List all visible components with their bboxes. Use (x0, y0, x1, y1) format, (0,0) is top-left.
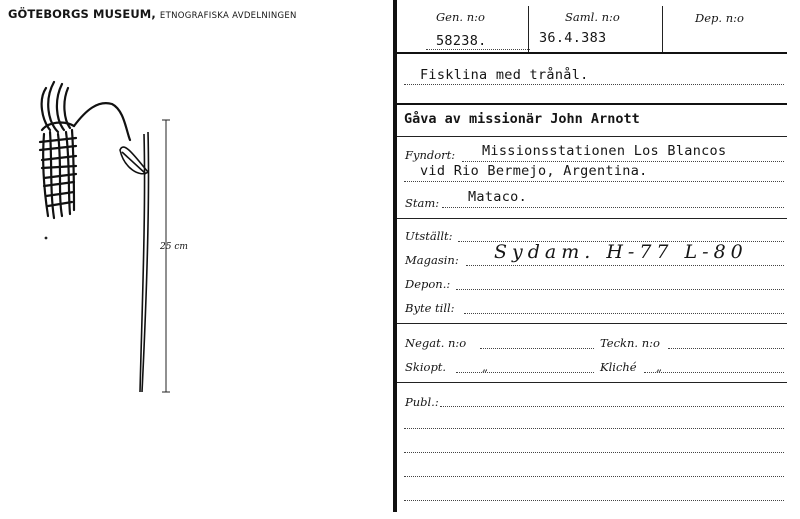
publ-label: Publ.: (405, 395, 439, 409)
fyndort-line2: vid Rio Bermejo, Argentina. (420, 163, 648, 179)
object-dotline (404, 84, 784, 85)
magasin-dotline (466, 265, 784, 266)
skiopt-dotline (456, 372, 594, 373)
stam-dotline (442, 207, 784, 208)
donor: Gåva av missionär John Arnott (404, 111, 640, 127)
publ-dotline-4 (404, 476, 784, 477)
saml-no-value: 36.4.383 (539, 30, 607, 46)
fishing-line-drawing (28, 70, 228, 400)
saml-no-label: Saml. n:o (565, 10, 620, 24)
publ-dotline (440, 406, 784, 407)
fyndort-dotline-2 (404, 181, 784, 182)
utstallt-label: Utställt: (405, 229, 453, 243)
card-row-line (397, 136, 787, 137)
gen-no-dotline (426, 49, 530, 50)
magasin-value: Sydam. H-77 L-80 (494, 241, 748, 263)
card-left-border (393, 0, 397, 512)
publ-dotline-3 (404, 452, 784, 453)
card-row-line (397, 52, 787, 54)
negat-no-dotline (480, 348, 594, 349)
fyndort-line1: Missionsstationen Los Blancos (482, 143, 727, 159)
fyndort-label: Fyndort: (405, 148, 456, 162)
card-row-line (397, 103, 787, 105)
gen-no-label: Gen. n:o (436, 10, 485, 24)
kliche-value: „ (656, 360, 662, 374)
byte-till-dotline (464, 313, 784, 314)
stam-label: Stam: (405, 196, 440, 210)
card-row-line (397, 382, 787, 383)
object-name: Fisklina med trånål. (420, 67, 589, 83)
coiled-line-sketch (40, 82, 130, 218)
skiopt-label: Skiopt. (405, 360, 447, 374)
dep-no-label: Dep. n:o (695, 11, 744, 25)
depon-label: Depon.: (405, 277, 451, 291)
negat-no-label: Negat. n:o (405, 336, 467, 350)
fyndort-dotline (462, 161, 784, 162)
department-name: ETNOGRAFISKA AVDELNINGEN (159, 11, 297, 21)
scale-label: 25 cm (160, 242, 188, 252)
publ-dotline-5 (404, 500, 784, 501)
kliche-label: Kliché (600, 360, 637, 374)
teckn-no-label: Teckn. n:o (600, 336, 660, 350)
needle-sketch (120, 132, 149, 392)
card-row-line (397, 323, 787, 324)
depon-dotline (456, 289, 784, 290)
skiopt-value: „ (482, 360, 488, 374)
number-box-divider (662, 6, 663, 52)
teckn-no-dotline (668, 348, 784, 349)
byte-till-label: Byte till: (405, 301, 455, 315)
stam-value: Mataco. (468, 189, 527, 205)
mark-dot (45, 237, 48, 240)
magasin-label: Magasin: (405, 253, 459, 267)
museum-header (8, 7, 297, 21)
number-box-divider (528, 6, 529, 52)
gen-no-value: 58238. (436, 33, 487, 49)
kliche-dotline (644, 372, 784, 373)
publ-dotline-2 (404, 428, 784, 429)
scale-bar (162, 120, 170, 392)
card-row-line (397, 218, 787, 219)
museum-name: GÖTEBORGS MUSEUM, (8, 7, 156, 21)
